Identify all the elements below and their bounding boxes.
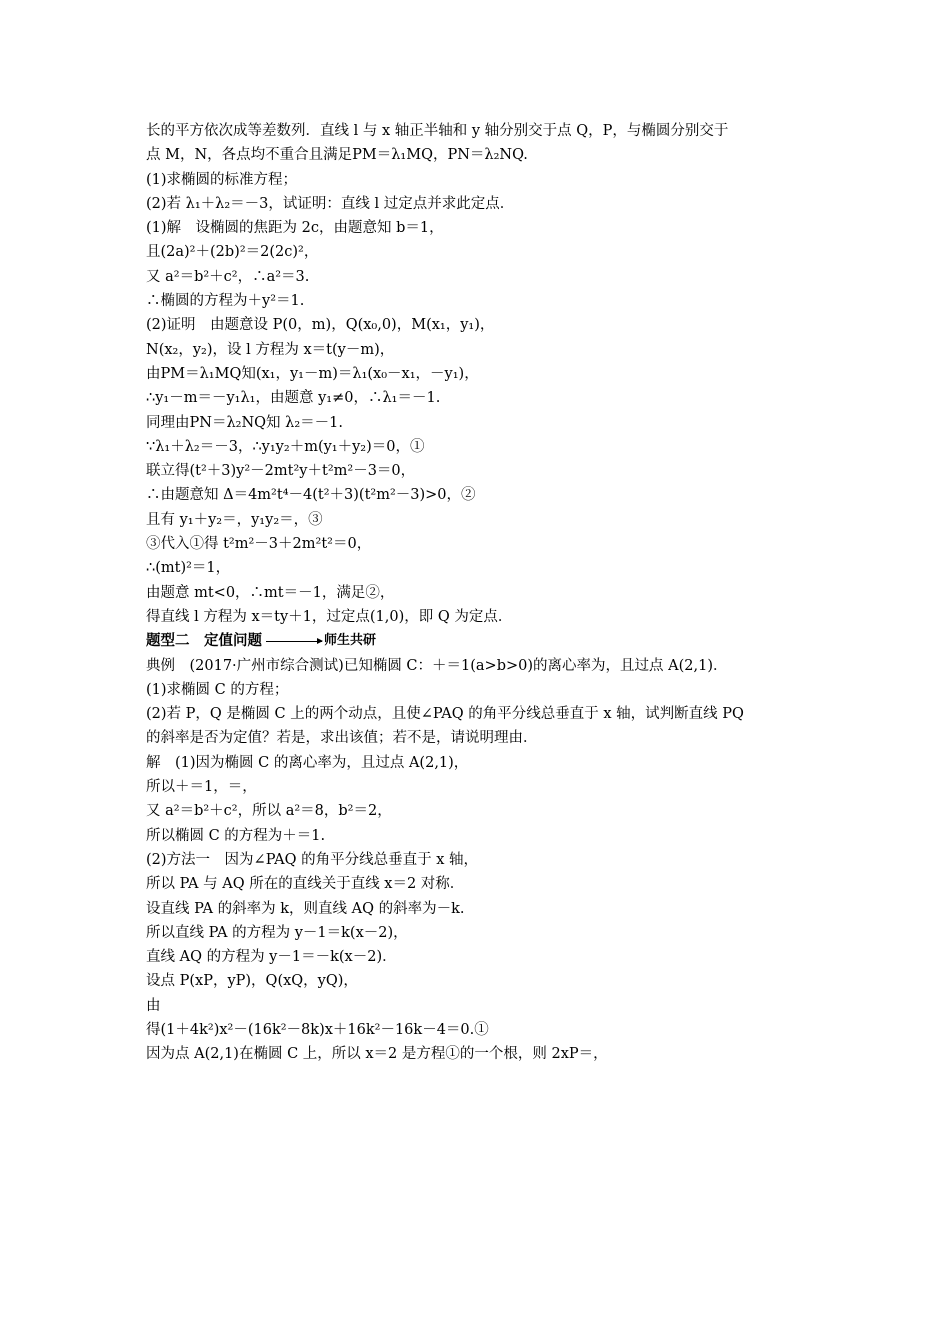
text-line: 典例 (2017·广州市综合测试)已知椭圆 C：＋＝1(a>b>0)的离心率为，且过点 A(2,1)． bbox=[146, 657, 728, 674]
text-line: ∴y₁－m＝－y₁λ₁，由题意 y₁≠0，∴λ₁＝－1. bbox=[146, 390, 441, 407]
text-block-2 bbox=[146, 654, 818, 1067]
text-line: 因为点 A(2,1)在椭圆 C 上，所以 x＝2 是方程①的一个根，则 2xP＝， bbox=[146, 1046, 608, 1063]
text-line: 所以＋＝1，＝， bbox=[146, 779, 257, 796]
document-page bbox=[146, 119, 818, 1067]
text-line: ③代入①得 t²m²－3＋2m²t²＝0， bbox=[146, 536, 372, 553]
text-line: 点 M，N，各点均不重合且满足PM＝λ₁MQ，PN＝λ₂NQ. bbox=[146, 147, 528, 164]
text-line: (1)求椭圆的标准方程； bbox=[146, 171, 298, 188]
text-line: ∴(mt)²＝1， bbox=[146, 560, 231, 577]
text-line: (2)若 λ₁＋λ₂＝－3，试证明：直线 l 过定点并求此定点． bbox=[146, 195, 515, 212]
text-line: 长的平方依次成等差数列．直线 l 与 x 轴正半轴和 y 轴分别交于点 Q，P，与椭圆分别交于 bbox=[146, 123, 729, 139]
text-line: 直线 AQ 的方程为 y－1＝－k(x－2)． bbox=[146, 949, 397, 966]
text-line: 所以直线 PA 的方程为 y－1＝k(x－2)， bbox=[146, 924, 408, 941]
text-line: 解 (1)因为椭圆 C 的离心率为，且过点 A(2,1)， bbox=[146, 754, 469, 771]
text-line: (1)解 设椭圆的焦距为 2c，由题意知 b＝1， bbox=[146, 220, 444, 237]
text-line: 的斜率是否为定值？若是，求出该值；若不是，请说明理由． bbox=[146, 730, 538, 747]
text-line: ∵λ₁＋λ₂＝－3，∴y₁y₂＋m(y₁＋y₂)＝0，① bbox=[146, 438, 425, 455]
section-heading bbox=[146, 629, 818, 653]
text-line: 又 a²＝b²＋c²，所以 a²＝8，b²＝2， bbox=[146, 803, 392, 820]
section-tag: 师生共研 bbox=[324, 633, 377, 649]
text-line: 设直线 PA 的斜率为 k，则直线 AQ 的斜率为－k. bbox=[146, 900, 465, 917]
section-title: 题型二 定值问题 bbox=[146, 633, 262, 650]
text-line: 由题意 mt<0，∴mt＝－1，满足②， bbox=[146, 584, 395, 601]
text-line: 又 a²＝b²＋c²，∴a²＝3. bbox=[146, 268, 310, 285]
text-block-1 bbox=[146, 119, 818, 629]
text-line: 得(1＋4k²)x²－(16k²－8k)x＋16k²－16k－4＝0.① bbox=[146, 1021, 489, 1038]
text-line: 由 bbox=[146, 997, 161, 1014]
text-line: 且有 y₁＋y₂＝，y₁y₂＝，③ bbox=[146, 511, 323, 528]
text-line: 且(2a)²＋(2b)²＝2(2c)²， bbox=[146, 244, 319, 261]
text-line: ∴椭圆的方程为＋y²＝1. bbox=[146, 293, 305, 310]
text-line: N(x₂，y₂)，设 l 方程为 x＝t(y－m)， bbox=[146, 341, 395, 358]
text-line: (2)方法一 因为∠PAQ 的角平分线总垂直于 x 轴， bbox=[146, 851, 478, 868]
text-line: 设点 P(xP，yP)，Q(xQ，yQ)， bbox=[146, 973, 358, 990]
text-line: 所以 PA 与 AQ 所在的直线关于直线 x＝2 对称． bbox=[146, 876, 465, 893]
text-line: 所以椭圆 C 的方程为＋＝1. bbox=[146, 827, 326, 844]
text-line: (2)若 P，Q 是椭圆 C 上的两个动点，且使∠PAQ 的角平分线总垂直于 x 轴，试判断直线 PQ bbox=[146, 706, 744, 723]
text-line: ∴由题意知 Δ＝4m²t⁴－4(t²＋3)(t²m²－3)>0，② bbox=[146, 487, 476, 504]
text-line: 由PM＝λ₁MQ知(x₁，y₁－m)＝λ₁(x₀－x₁，－y₁)， bbox=[146, 365, 479, 382]
text-line: 联立得(t²＋3)y²－2mt²y＋t²m²－3＝0， bbox=[146, 463, 416, 480]
text-line: (1)求椭圆 C 的方程； bbox=[146, 681, 289, 698]
text-line: 同理由PN＝λ₂NQ知 λ₂＝－1. bbox=[146, 414, 343, 431]
arrow-right-icon bbox=[266, 641, 322, 642]
text-line: 得直线 l 方程为 x＝ty＋1，过定点(1,0)，即 Q 为定点． bbox=[146, 608, 513, 625]
text-line: (2)证明 由题意设 P(0，m)，Q(x₀,0)，M(x₁，y₁)， bbox=[146, 317, 495, 334]
